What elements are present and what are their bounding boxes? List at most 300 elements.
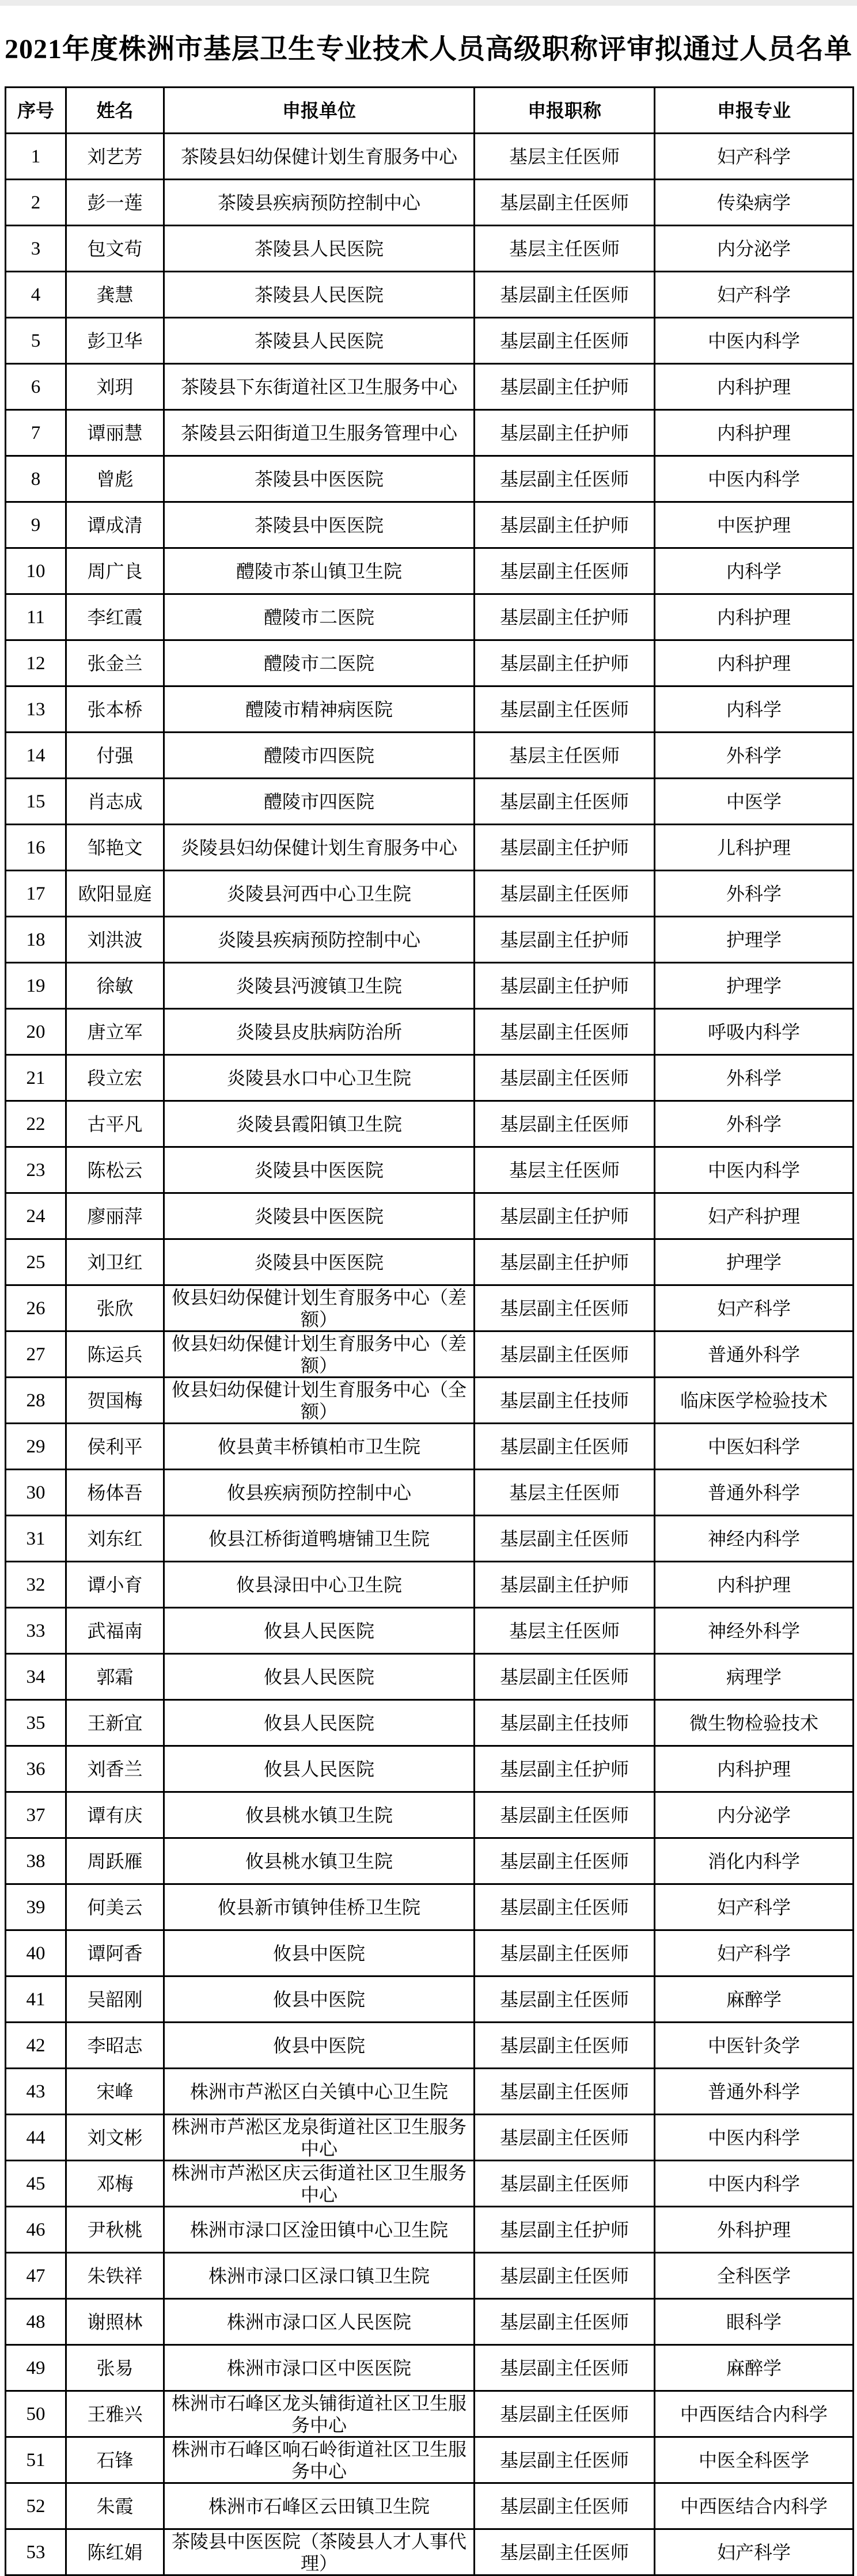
row-number: 31	[6, 1516, 66, 1562]
table-row	[6, 1470, 854, 1516]
row-number: 28	[6, 1378, 66, 1424]
specialty-cell: 内分泌学	[655, 1792, 854, 1838]
table-row	[6, 871, 854, 917]
row-number: 15	[6, 779, 66, 825]
title-cell: 基层副主任医师	[475, 2483, 655, 2529]
name-cell: 唐立军	[66, 1009, 164, 1055]
title-cell: 基层副主任护师	[475, 1193, 655, 1239]
header-unit: 申报单位	[164, 88, 475, 134]
header-name: 姓名	[66, 88, 164, 134]
row-number: 10	[6, 548, 66, 594]
title-bar	[0, 6, 857, 86]
unit-cell: 茶陵县妇幼保健计划生育服务中心	[164, 134, 475, 180]
name-cell: 包文苟	[66, 226, 164, 272]
unit-cell: 茶陵县云阳街道卫生服务管理中心	[164, 410, 475, 456]
title-cell: 基层主任医师	[475, 226, 655, 272]
row-number: 16	[6, 825, 66, 871]
unit-cell: 株洲市芦淞区龙泉街道社区卫生服务中心	[164, 2115, 475, 2161]
specialty-cell: 普通外科学	[655, 2069, 854, 2115]
table-row	[6, 134, 854, 180]
name-cell: 周跃雁	[66, 1838, 164, 1884]
row-number: 41	[6, 1976, 66, 2023]
table-row	[6, 548, 854, 594]
specialty-cell: 外科护理	[655, 2207, 854, 2253]
table-row	[6, 640, 854, 686]
row-number: 49	[6, 2345, 66, 2391]
row-number: 8	[6, 456, 66, 502]
table-row	[6, 1654, 854, 1700]
unit-cell: 茶陵县人民医院	[164, 226, 475, 272]
table-row	[6, 1239, 854, 1285]
unit-cell: 茶陵县疾病预防控制中心	[164, 180, 475, 226]
table-row	[6, 2069, 854, 2115]
row-number: 6	[6, 364, 66, 410]
title-cell: 基层副主任医师	[475, 2299, 655, 2345]
table-row	[6, 2483, 854, 2529]
specialty-cell: 传染病学	[655, 180, 854, 226]
unit-cell: 攸县中医院	[164, 1976, 475, 2023]
row-number: 36	[6, 1746, 66, 1792]
name-cell: 朱霞	[66, 2483, 164, 2529]
specialty-cell: 中医内科学	[655, 318, 854, 364]
name-cell: 彭一莲	[66, 180, 164, 226]
row-number: 20	[6, 1009, 66, 1055]
title-cell: 基层副主任医师	[475, 1838, 655, 1884]
name-cell: 龚慧	[66, 272, 164, 318]
specialty-cell: 中医学	[655, 779, 854, 825]
title-cell: 基层副主任医师	[475, 1792, 655, 1838]
unit-cell: 株洲市芦淞区白关镇中心卫生院	[164, 2069, 475, 2115]
title-cell: 基层副主任医师	[475, 686, 655, 733]
name-cell: 陈红娟	[66, 2529, 164, 2575]
name-cell: 石锋	[66, 2437, 164, 2483]
table-row	[6, 1147, 854, 1193]
table-row	[6, 272, 854, 318]
name-cell: 刘香兰	[66, 1746, 164, 1792]
row-number: 32	[6, 1562, 66, 1608]
specialty-cell: 内科学	[655, 548, 854, 594]
table-row	[6, 779, 854, 825]
name-cell: 杨体吾	[66, 1470, 164, 1516]
title-cell: 基层副主任医师	[475, 1009, 655, 1055]
unit-cell: 攸县中医院	[164, 2023, 475, 2069]
name-cell: 郭霜	[66, 1654, 164, 1700]
title-cell: 基层副主任医师	[475, 779, 655, 825]
table-row	[6, 1055, 854, 1101]
name-cell: 贺国梅	[66, 1378, 164, 1424]
table-row	[6, 1792, 854, 1838]
title-cell: 基层副主任护师	[475, 410, 655, 456]
table-row	[6, 364, 854, 410]
unit-cell: 茶陵县人民医院	[164, 318, 475, 364]
specialty-cell: 妇产科学	[655, 1884, 854, 1930]
specialty-cell: 内科护理	[655, 410, 854, 456]
name-cell: 李红霞	[66, 594, 164, 640]
unit-cell: 攸县黄丰桥镇柏市卫生院	[164, 1424, 475, 1470]
specialty-cell: 内科护理	[655, 364, 854, 410]
row-number: 4	[6, 272, 66, 318]
row-number: 30	[6, 1470, 66, 1516]
title-cell: 基层主任医师	[475, 1608, 655, 1654]
name-cell: 刘东红	[66, 1516, 164, 1562]
unit-cell: 攸县人民医院	[164, 1654, 475, 1700]
unit-cell: 攸县妇幼保健计划生育服务中心（全额）	[164, 1378, 475, 1424]
title-cell: 基层副主任技师	[475, 1700, 655, 1746]
title-cell: 基层副主任医师	[475, 456, 655, 502]
specialty-cell: 内科护理	[655, 1746, 854, 1792]
name-cell: 周广良	[66, 548, 164, 594]
table-row	[6, 1608, 854, 1654]
specialty-cell: 儿科护理	[655, 825, 854, 871]
table-row	[6, 318, 854, 364]
specialty-cell: 中医内科学	[655, 2161, 854, 2207]
name-cell: 段立宏	[66, 1055, 164, 1101]
row-number: 35	[6, 1700, 66, 1746]
specialty-cell: 中医全科医学	[655, 2437, 854, 2483]
row-number: 42	[6, 2023, 66, 2069]
unit-cell: 攸县桃水镇卫生院	[164, 1792, 475, 1838]
unit-cell: 醴陵市四医院	[164, 733, 475, 779]
row-number: 46	[6, 2207, 66, 2253]
row-number: 1	[6, 134, 66, 180]
name-cell: 欧阳显庭	[66, 871, 164, 917]
name-cell: 谢照林	[66, 2299, 164, 2345]
name-cell: 张欣	[66, 1285, 164, 1331]
table-row	[6, 180, 854, 226]
title-cell: 基层副主任医师	[475, 1055, 655, 1101]
table-row	[6, 1746, 854, 1792]
specialty-cell: 临床医学检验技术	[655, 1378, 854, 1424]
title-cell: 基层副主任医师	[475, 2253, 655, 2299]
name-cell: 宋峰	[66, 2069, 164, 2115]
title-cell: 基层副主任医师	[475, 1285, 655, 1331]
table-row	[6, 2529, 854, 2575]
table-row	[6, 1193, 854, 1239]
unit-cell: 攸县妇幼保健计划生育服务中心（差额）	[164, 1285, 475, 1331]
specialty-cell: 内科护理	[655, 1562, 854, 1608]
row-number: 51	[6, 2437, 66, 2483]
title-cell: 基层副主任医师	[475, 2345, 655, 2391]
unit-cell: 株洲市石峰区响石岭街道社区卫生服务中心	[164, 2437, 475, 2483]
table-row	[6, 1285, 854, 1331]
title-cell: 基层副主任护师	[475, 2207, 655, 2253]
table-row	[6, 410, 854, 456]
unit-cell: 炎陵县水口中心卫生院	[164, 1055, 475, 1101]
specialty-cell: 妇产科学	[655, 1285, 854, 1331]
unit-cell: 茶陵县中医医院	[164, 456, 475, 502]
specialty-cell: 麻醉学	[655, 1976, 854, 2023]
specialty-cell: 中医护理	[655, 502, 854, 548]
name-cell: 陈松云	[66, 1147, 164, 1193]
unit-cell: 炎陵县霞阳镇卫生院	[164, 1101, 475, 1147]
specialty-cell: 普通外科学	[655, 1470, 854, 1516]
name-cell: 谭丽慧	[66, 410, 164, 456]
table-row	[6, 1562, 854, 1608]
specialty-cell: 内科护理	[655, 640, 854, 686]
unit-cell: 攸县新市镇钟佳桥卫生院	[164, 1884, 475, 1930]
unit-cell: 炎陵县河西中心卫生院	[164, 871, 475, 917]
unit-cell: 株洲市渌口区人民医院	[164, 2299, 475, 2345]
row-number: 48	[6, 2299, 66, 2345]
page-top-edge	[0, 0, 857, 6]
title-cell: 基层副主任护师	[475, 1562, 655, 1608]
name-cell: 谭阿香	[66, 1930, 164, 1976]
row-number: 18	[6, 917, 66, 963]
title-cell: 基层副主任医师	[475, 1331, 655, 1378]
row-number: 33	[6, 1608, 66, 1654]
name-cell: 彭卫华	[66, 318, 164, 364]
name-cell: 付强	[66, 733, 164, 779]
row-number: 39	[6, 1884, 66, 1930]
row-number: 25	[6, 1239, 66, 1285]
unit-cell: 攸县中医院	[164, 1930, 475, 1976]
specialty-cell: 微生物检验技术	[655, 1700, 854, 1746]
title-cell: 基层副主任护师	[475, 1746, 655, 1792]
title-cell: 基层副主任医师	[475, 1930, 655, 1976]
title-cell: 基层副主任医师	[475, 2069, 655, 2115]
name-cell: 张本桥	[66, 686, 164, 733]
table-row	[6, 1101, 854, 1147]
name-cell: 王雅兴	[66, 2391, 164, 2437]
name-cell: 谭成清	[66, 502, 164, 548]
name-cell: 刘玥	[66, 364, 164, 410]
table-row	[6, 1331, 854, 1378]
specialty-cell: 内科护理	[655, 594, 854, 640]
specialty-cell: 病理学	[655, 1654, 854, 1700]
specialty-cell: 中医妇科学	[655, 1424, 854, 1470]
table-row	[6, 1700, 854, 1746]
table-row	[6, 456, 854, 502]
title-cell: 基层副主任护师	[475, 825, 655, 871]
specialty-cell: 呼吸内科学	[655, 1009, 854, 1055]
table-row	[6, 917, 854, 963]
table-row	[6, 686, 854, 733]
name-cell: 陈运兵	[66, 1331, 164, 1378]
unit-cell: 炎陵县中医医院	[164, 1193, 475, 1239]
title-cell: 基层副主任医师	[475, 548, 655, 594]
title-cell: 基层副主任医师	[475, 318, 655, 364]
unit-cell: 醴陵市精神病医院	[164, 686, 475, 733]
title-cell: 基层副主任医师	[475, 1516, 655, 1562]
row-number: 2	[6, 180, 66, 226]
unit-cell: 株洲市石峰区龙头铺街道社区卫生服务中心	[164, 2391, 475, 2437]
title-cell: 基层副主任医师	[475, 1884, 655, 1930]
unit-cell: 醴陵市四医院	[164, 779, 475, 825]
table-row	[6, 2207, 854, 2253]
specialty-cell: 中西医结合内科学	[655, 2483, 854, 2529]
title-cell: 基层副主任医师	[475, 1976, 655, 2023]
specialty-cell: 妇产科学	[655, 1930, 854, 1976]
table-row	[6, 733, 854, 779]
specialty-cell: 中医针灸学	[655, 2023, 854, 2069]
title-cell: 基层副主任医师	[475, 871, 655, 917]
unit-cell: 株洲市渌口区淦田镇中心卫生院	[164, 2207, 475, 2253]
title-cell: 基层副主任医师	[475, 272, 655, 318]
name-cell: 何美云	[66, 1884, 164, 1930]
row-number: 5	[6, 318, 66, 364]
unit-cell: 攸县疾病预防控制中心	[164, 1470, 475, 1516]
name-cell: 吴韶刚	[66, 1976, 164, 2023]
specialty-cell: 中医内科学	[655, 1147, 854, 1193]
row-number: 13	[6, 686, 66, 733]
unit-cell: 攸县人民医院	[164, 1746, 475, 1792]
specialty-cell: 内科学	[655, 686, 854, 733]
row-number: 21	[6, 1055, 66, 1101]
unit-cell: 攸县桃水镇卫生院	[164, 1838, 475, 1884]
unit-cell: 攸县江桥街道鸭塘铺卫生院	[164, 1516, 475, 1562]
row-number: 17	[6, 871, 66, 917]
row-number: 24	[6, 1193, 66, 1239]
row-number: 47	[6, 2253, 66, 2299]
name-cell: 朱铁祥	[66, 2253, 164, 2299]
unit-cell: 醴陵市二医院	[164, 594, 475, 640]
name-cell: 曾彪	[66, 456, 164, 502]
name-cell: 张金兰	[66, 640, 164, 686]
unit-cell: 攸县渌田中心卫生院	[164, 1562, 475, 1608]
table-row	[6, 2023, 854, 2069]
table-row	[6, 1884, 854, 1930]
title-cell: 基层主任医师	[475, 733, 655, 779]
unit-cell: 茶陵县中医医院（茶陵县人才人事代理）	[164, 2529, 475, 2575]
title-cell: 基层副主任医师	[475, 2161, 655, 2207]
table-body	[6, 134, 854, 2575]
specialty-cell: 眼科学	[655, 2299, 854, 2345]
title-cell: 基层副主任护师	[475, 364, 655, 410]
table-row	[6, 226, 854, 272]
unit-cell: 炎陵县沔渡镇卫生院	[164, 963, 475, 1009]
unit-cell: 攸县妇幼保健计划生育服务中心（差额）	[164, 1331, 475, 1378]
table-row	[6, 2115, 854, 2161]
table-row	[6, 1009, 854, 1055]
unit-cell: 茶陵县人民医院	[164, 272, 475, 318]
page-title: 2021年度株洲市基层卫生专业技术人员高级职称评审拟通过人员名单	[4, 33, 852, 65]
name-cell: 肖志成	[66, 779, 164, 825]
header-specialty: 申报专业	[655, 88, 854, 134]
specialty-cell: 妇产科护理	[655, 1193, 854, 1239]
table-row	[6, 594, 854, 640]
specialty-cell: 神经内科学	[655, 1516, 854, 1562]
table-row	[6, 2299, 854, 2345]
row-number: 26	[6, 1285, 66, 1331]
title-cell: 基层副主任医师	[475, 2023, 655, 2069]
specialty-cell: 消化内科学	[655, 1838, 854, 1884]
specialty-cell: 外科学	[655, 733, 854, 779]
row-number: 43	[6, 2069, 66, 2115]
row-number: 14	[6, 733, 66, 779]
row-number: 23	[6, 1147, 66, 1193]
header-title: 申报职称	[475, 88, 655, 134]
row-number: 34	[6, 1654, 66, 1700]
name-cell: 廖丽萍	[66, 1193, 164, 1239]
name-cell: 谭小育	[66, 1562, 164, 1608]
name-cell: 王新宜	[66, 1700, 164, 1746]
roster-table	[5, 86, 854, 2576]
header-no: 序号	[6, 88, 66, 134]
table-header	[6, 88, 854, 134]
row-number: 53	[6, 2529, 66, 2575]
title-cell: 基层副主任技师	[475, 1378, 655, 1424]
specialty-cell: 妇产科学	[655, 2529, 854, 2575]
name-cell: 张易	[66, 2345, 164, 2391]
name-cell: 尹秋桃	[66, 2207, 164, 2253]
title-cell: 基层副主任医师	[475, 1654, 655, 1700]
title-cell: 基层副主任护师	[475, 640, 655, 686]
row-number: 3	[6, 226, 66, 272]
title-cell: 基层副主任护师	[475, 1239, 655, 1285]
name-cell: 谭有庆	[66, 1792, 164, 1838]
specialty-cell: 外科学	[655, 871, 854, 917]
row-number: 44	[6, 2115, 66, 2161]
row-number: 38	[6, 1838, 66, 1884]
table-row	[6, 2161, 854, 2207]
row-number: 45	[6, 2161, 66, 2207]
title-cell: 基层副主任护师	[475, 502, 655, 548]
unit-cell: 攸县人民医院	[164, 1608, 475, 1654]
unit-cell: 炎陵县疾病预防控制中心	[164, 917, 475, 963]
row-number: 22	[6, 1101, 66, 1147]
row-number: 11	[6, 594, 66, 640]
name-cell: 古平凡	[66, 1101, 164, 1147]
row-number: 19	[6, 963, 66, 1009]
title-cell: 基层副主任护师	[475, 917, 655, 963]
specialty-cell: 妇产科学	[655, 134, 854, 180]
title-cell: 基层副主任医师	[475, 1101, 655, 1147]
title-cell: 基层副主任护师	[475, 594, 655, 640]
specialty-cell: 中医内科学	[655, 456, 854, 502]
row-number: 40	[6, 1930, 66, 1976]
unit-cell: 醴陵市茶山镇卫生院	[164, 548, 475, 594]
name-cell: 武福南	[66, 1608, 164, 1654]
name-cell: 刘卫红	[66, 1239, 164, 1285]
title-cell: 基层副主任护师	[475, 963, 655, 1009]
table-row	[6, 2345, 854, 2391]
row-number: 29	[6, 1424, 66, 1470]
specialty-cell: 护理学	[655, 1239, 854, 1285]
unit-cell: 株洲市芦淞区庆云街道社区卫生服务中心	[164, 2161, 475, 2207]
row-number: 37	[6, 1792, 66, 1838]
unit-cell: 茶陵县中医医院	[164, 502, 475, 548]
table-row	[6, 1378, 854, 1424]
row-number: 12	[6, 640, 66, 686]
name-cell: 邓梅	[66, 2161, 164, 2207]
specialty-cell: 中西医结合内科学	[655, 2391, 854, 2437]
unit-cell: 株洲市渌口区中医医院	[164, 2345, 475, 2391]
specialty-cell: 全科医学	[655, 2253, 854, 2299]
unit-cell: 株洲市石峰区云田镇卫生院	[164, 2483, 475, 2529]
row-number: 52	[6, 2483, 66, 2529]
table-row	[6, 963, 854, 1009]
name-cell: 侯利平	[66, 1424, 164, 1470]
name-cell: 刘文彬	[66, 2115, 164, 2161]
specialty-cell: 内分泌学	[655, 226, 854, 272]
table-row	[6, 502, 854, 548]
name-cell: 邹艳文	[66, 825, 164, 871]
name-cell: 徐敏	[66, 963, 164, 1009]
table-row	[6, 825, 854, 871]
table-row	[6, 1424, 854, 1470]
specialty-cell: 护理学	[655, 963, 854, 1009]
title-cell: 基层副主任医师	[475, 2115, 655, 2161]
row-number: 9	[6, 502, 66, 548]
name-cell: 刘艺芳	[66, 134, 164, 180]
specialty-cell: 普通外科学	[655, 1331, 854, 1378]
table-row	[6, 1930, 854, 1976]
specialty-cell: 中医内科学	[655, 2115, 854, 2161]
title-cell: 基层副主任医师	[475, 2529, 655, 2575]
table-row	[6, 1976, 854, 2023]
row-number: 27	[6, 1331, 66, 1378]
title-cell: 基层主任医师	[475, 134, 655, 180]
